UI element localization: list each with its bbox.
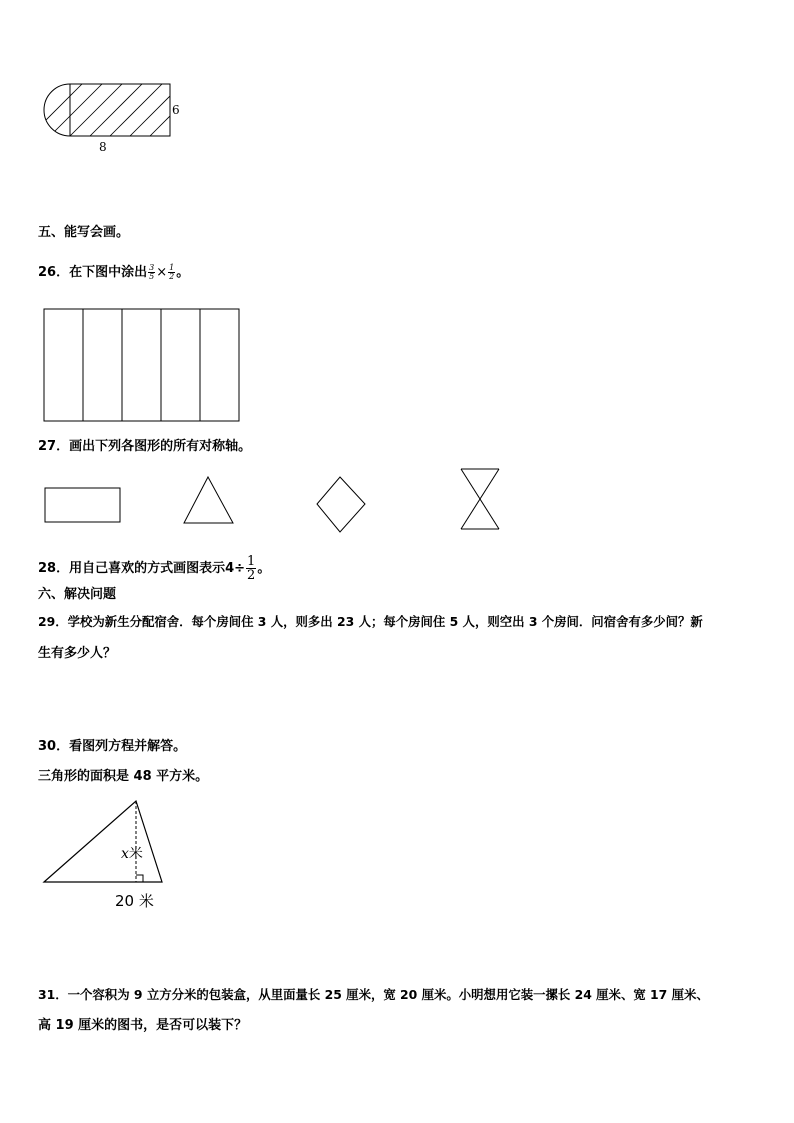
triangle-with-height [40,798,170,888]
multiply-sign: × [156,265,168,280]
fraction-three-fifths: $\frac{3}{5}$ [149,263,155,281]
section-5-title: 五、能写会画。 [38,225,130,240]
question-29-line-2: 生有多少人？ [38,646,117,661]
question-26: 26．在下图中涂出 $\frac{3}{5}$ × $\frac{1}{2}$ 。 [38,263,190,281]
rhombus-shape [315,475,367,535]
section-6-title: 六、解决问题 [38,587,117,602]
hourglass-shape [459,467,502,531]
q30-given-area: 三角形的面积是 48 平方米。 [38,769,209,784]
rectangle-shape [44,487,122,524]
question-31-line-1: 31．一个容积为 9 立方分米的包装盒，从里面量长 25 厘米，宽 20 厘米。小明想用它装一摞长 24 厘米、宽 17 厘米、 [38,987,709,1002]
width-label-8: 8 [99,140,107,154]
five-column-rectangle [43,308,241,422]
question-29-line-1: 29．学校为新生分配宿舍．每个房间住 3 人，则多出 23 人；每个房间住 5 人，则空出 3 个房间．问宿舍有多少间？新 [38,614,703,629]
question-27: 27．画出下列各图形的所有对称轴。 [38,439,252,454]
question-28: 28．用自己喜欢的方式画图表示4÷ $\frac{1}{2}$ 。 [38,554,271,583]
question-30: 30．看图列方程并解答。 [38,739,187,754]
hatched-rectangle-semicircle-figure [36,80,196,160]
height-label: x米 [121,846,143,862]
fraction-one-half: $\frac{1}{2}$ [247,554,256,583]
base-label: 20 米 [115,892,154,910]
q26-text: 26．在下图中涂出 [38,265,148,280]
fraction-one-half: $\frac{1}{2}$ [169,263,175,281]
triangle-shape [182,475,236,525]
q28-text: 28．用自己喜欢的方式画图表示4÷ [38,561,246,576]
question-31-line-2: 高 19 厘米的图书，是否可以装下？ [38,1018,248,1033]
height-label-6: 6 [172,103,180,117]
